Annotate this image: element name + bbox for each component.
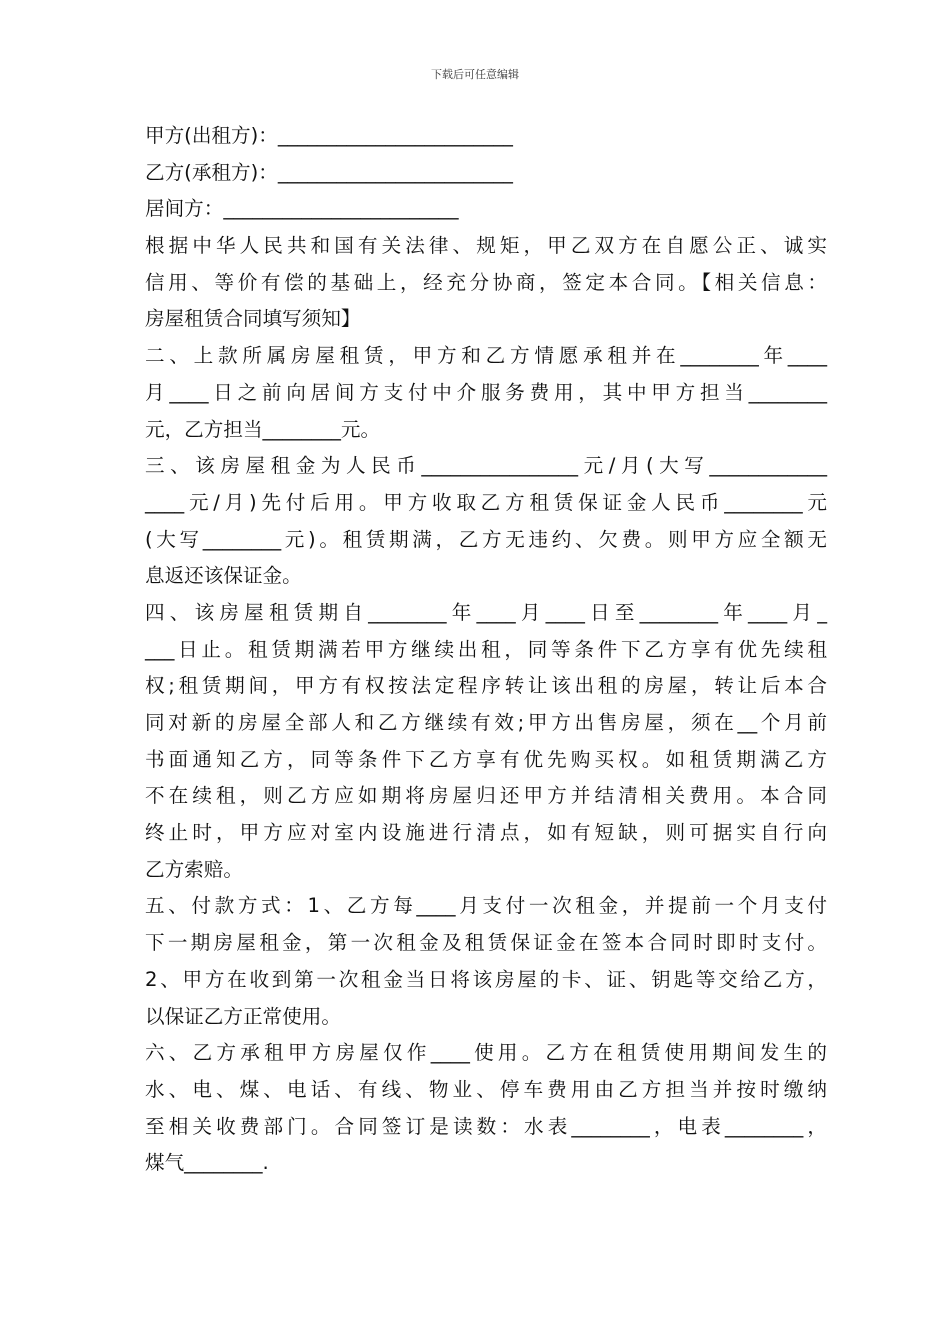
- contract-text-line: 六、乙方承租甲方房屋仅作____使用。乙方在租赁使用期间发生的: [145, 1041, 827, 1065]
- contract-text-line: 乙方索赔。: [145, 857, 243, 881]
- contract-text-line: 根据中华人民共和国有关法律、规矩，甲乙双方在自愿公正、诚实: [145, 234, 827, 258]
- contract-text-line: 居间方：________________________: [145, 197, 459, 221]
- contract-text-line: 水、电、煤、电话、有线、物业、停车费用由乙方担当并按时缴纳: [145, 1077, 827, 1101]
- contract-text-line: 月____日之前向居间方支付中介服务费用，其中甲方担当________: [145, 380, 827, 404]
- contract-text-line: 息返还该保证金。: [145, 564, 302, 588]
- contract-text-line: 权;租赁期间，甲方有权按法定程序转让该出租的房屋，转让后本合: [145, 674, 827, 698]
- contract-text-line: (大写________元)。租赁期满，乙方无违约、欠费。则甲方应全额无: [145, 527, 827, 551]
- contract-text-line: ____元/月)先付后用。甲方收取乙方租赁保证金人民币________元: [145, 490, 827, 514]
- contract-text-line: 四、该房屋租赁期自________年____月____日至________年____月_: [145, 600, 827, 624]
- contract-text-line: 乙方(承租方)：________________________: [145, 160, 513, 184]
- contract-body: [145, 118, 827, 1182]
- contract-text-line: 下一期房屋租金，第一次租金及租赁保证金在签本合同时即时支付。: [145, 931, 827, 955]
- page-header-note: 下载后可任意编辑: [431, 68, 519, 81]
- contract-text-line: 房屋租赁合同填写须知】: [145, 307, 361, 331]
- contract-text-line: 2、甲方在收到第一次租金当日将该房屋的卡、证、钥匙等交给乙方，: [145, 967, 827, 991]
- contract-text-line: 甲方(出租方)：________________________: [145, 124, 513, 147]
- contract-text-line: 不在续租，则乙方应如期将房屋归还甲方并结清相关费用。本合同: [145, 784, 827, 808]
- contract-text-line: 至相关收费部门。合同签订是读数：水表________，电表________，: [145, 1114, 827, 1138]
- contract-text-line: 终止时，甲方应对室内设施进行清点，如有短缺，则可据实自行向: [145, 821, 827, 845]
- contract-text-line: 煤气________.: [145, 1151, 269, 1175]
- contract-text-line: 以保证乙方正常使用。: [145, 1004, 341, 1028]
- contract-text-line: 二、上款所属房屋租赁，甲方和乙方情愿承租并在________年____: [145, 344, 827, 368]
- contract-text-line: 五、付款方式：1、乙方每____月支付一次租金，并提前一个月支付: [145, 894, 827, 918]
- contract-text-line: 书面通知乙方，同等条件下乙方享有优先购买权。如租赁期满乙方: [145, 747, 827, 771]
- contract-text-line: ___日止。租赁期满若甲方继续出租，同等条件下乙方享有优先续租: [145, 637, 827, 661]
- contract-text-line: 三、该房屋租金为人民币________________元/月(大写____________: [145, 454, 827, 478]
- contract-text-line: 元，乙方担当________元。: [145, 417, 381, 441]
- contract-text-line: 同对新的房屋全部人和乙方继续有效;甲方出售房屋，须在__个月前: [145, 711, 827, 734]
- contract-text-line: 信用、等价有偿的基础上，经充分协商，签定本合同。【相关信息：: [145, 270, 827, 294]
